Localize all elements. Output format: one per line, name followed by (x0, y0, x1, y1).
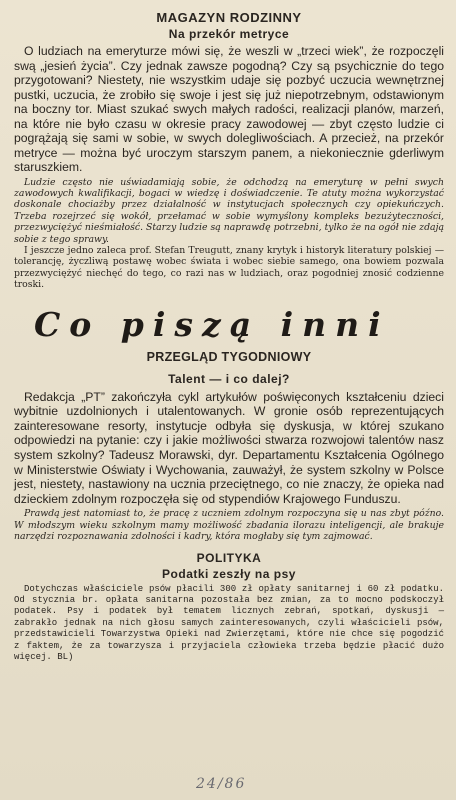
article-body-podatki: Dotychczas właściciele psów płacili 300 zł opłaty sanitarnej i 60 zł podatku. Od stycznia br. opłata sanitarna pozostała bez zmian, za to mocno podskoczył podatek. Psy i podatek był tematem licznych zebrań, spotkań, dyskusji — zabrakło jednak na nich głosu samych zainteresowanych, czyli właścicieli psów, przedstawicieli Towarzystwa Opieki nad Zwierzętami, które nie chce się pogodzić z faktem, że za towarzysza i przyjaciela człowieka trzeba będzie płacić dużo więcej. BL) (14, 583, 444, 662)
article-italic-paragraph: Ludzie często nie uświadamiają sobie, że odchodzą na emeryturę w pełni swych zawodowych kwalifikacji, bogaci w wiedzę i doświadczenie. Te atuty można wykorzystać doskonale chociażby przez działalność w instytucjach społecznych czy opiekuńczych. Trzeba rozejrzeć się wokół, przełamać w sobie wymyślony kompleks bezużyteczności, przezwyciężyć nieśmiałość. Starzy ludzie są naprawdę potrzebni, tylko że na ogół nie zdają sobie z tego sprawy. (14, 176, 444, 245)
article-closing-paragraph: I jeszcze jedno zaleca prof. Stefan Treugutt, znany krytyk i historyk literatury polskiej — tolerancję, życzliwą postawę wobec świata i wobec siebie samego, ona bowiem pozwala przezwyciężyć niechęć do tego, co razi nas w ludziach, oraz pogodniej znosić codzienne troski. (14, 244, 444, 291)
article-title-podatki: Podatki zeszły na psy (162, 566, 296, 581)
article-lead-paragraph: O ludziach na emeryturze mówi się, że weszli w „trzeci wiek”, że rozpoczęli swą „jesień życia”. Czy jednak zawsze pogodną? Czy są psychicznie do tego przygotowani? Niestety, nie wszystkim udaje się pozbyć uczucia wewnętrznej pustki, uczucia, że zrobiło się swoje i jest się już niepotrzebnym, odstawionym na boczny tor. Miast szukać swych małych radości, realizacji planów, marzeń, na które nie było czasu w okresie pracy zawodowej — zbyt często ludzie ci pogrążają się sami w sobie, w swych dolegliwościach. A przecież, na przekór metryce — można być uroczym starszym panem, a niekoniecznie gderliwym staruszkiem. (14, 44, 444, 174)
section-title-magazyn: MAGAZYN RODZINNY (156, 10, 302, 25)
article-title-metryce: Na przekór metryce (168, 27, 290, 41)
section-title-co-pisza-inni: Co piszą inni (34, 304, 390, 344)
publication-title-przeglad: PRZEGLĄD TYGODNIOWY (146, 349, 312, 364)
article-italic-talent: Prawdą jest natomiast to, że pracę z uczniem zdolnym rozpoczyna się u nas zbyt późno. W młodszym wieku szkolnym mamy możliwość zbadania ilorazu inteligencji, ale brakuje narzędzi rozpoznawania zdolności i kadry, która mogłaby się tym zajmować. (14, 508, 444, 543)
article-title-talent: Talent — i co dalej? (168, 371, 290, 386)
article-body-talent: Redakcja „PT” zakończyła cykl artykułów poświęconych kształceniu dzieci wybitnie uzdolnionych i utalentowanych. W gronie osób reprezentujących zainteresowane resorty, instytucje odbyła się dyskusja, w której szukano odpowiedzi na pytanie: czy i jakie możliwości stwarza rozwojowi talentów nasz system szkolny? Tadeusz Morawski, dyr. Departamentu Kształcenia Ogólnego w Ministerstwie Oświaty i Wychowania, zauważył, że system szkolny w Polsce jest, niestety, nastawiony na ucznia przeciętnego, co nie znaczy, że opieka nad dzieckiem zdolnym rozpoczęła się od stypendiów Krajowego Funduszu. (14, 389, 444, 506)
publication-title-polityka: POLITYKA (196, 550, 262, 565)
handwritten-date-note: 24/86 (196, 776, 247, 792)
